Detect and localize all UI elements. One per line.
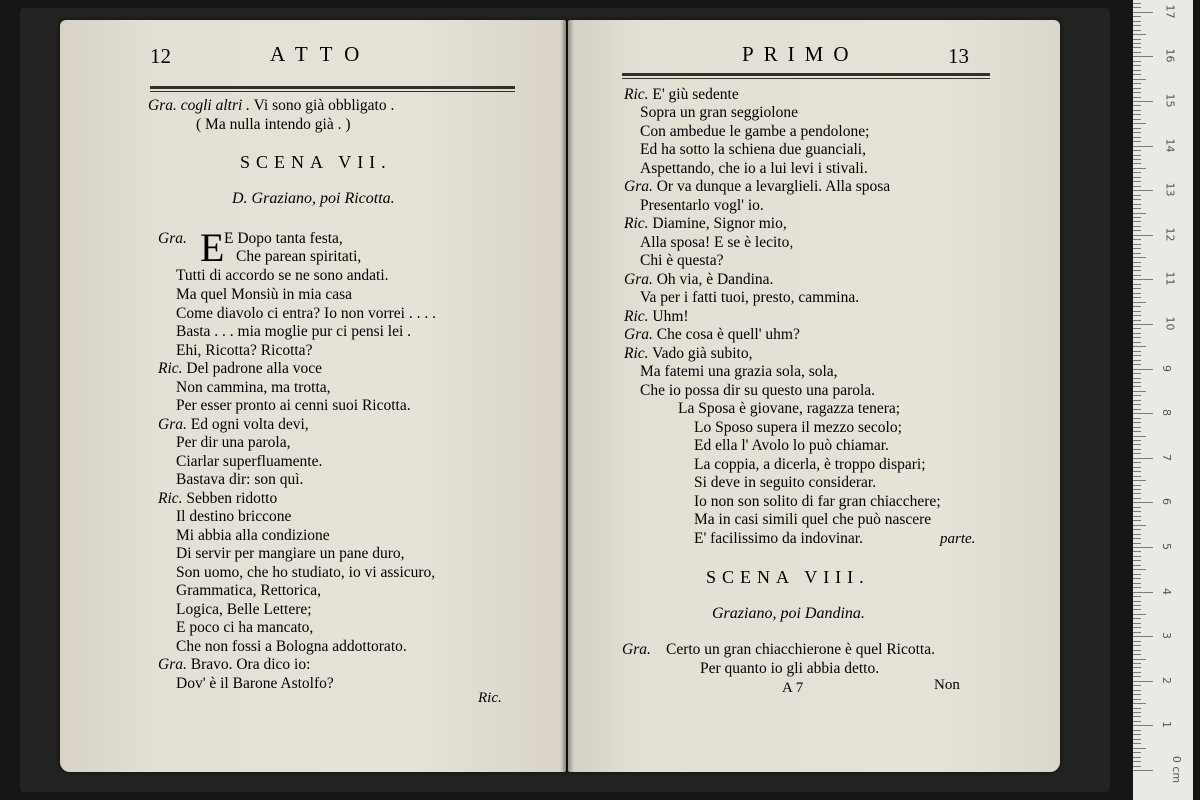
ruler-tick xyxy=(1133,351,1141,352)
ruler-tick xyxy=(1133,364,1141,365)
ruler-label: 16 xyxy=(1163,48,1177,63)
ruler-tick xyxy=(1133,404,1141,405)
ruler-tick xyxy=(1133,560,1141,561)
ruler-label: 9 xyxy=(1160,364,1173,372)
left-line-24: Grammatica, Rettorica, xyxy=(176,582,322,599)
ruler-tick xyxy=(1133,690,1141,691)
ruler-tick xyxy=(1133,748,1146,749)
ruler-tick xyxy=(1133,636,1153,637)
ruler-tick xyxy=(1133,128,1141,129)
ruler-tick xyxy=(1133,355,1141,356)
ruler-tick xyxy=(1133,150,1141,151)
left-head-rule xyxy=(150,86,515,89)
left-line-21: Mi abbia alla condizione xyxy=(176,527,330,544)
left-line-27: Che non fossi a Bologna addottorato. xyxy=(176,638,407,655)
ruler-tick xyxy=(1133,52,1141,53)
book-gutter xyxy=(560,20,574,772)
ruler-tick xyxy=(1133,137,1141,138)
right-line-9: Alla sposa! E se è lecito, xyxy=(640,234,794,251)
ruler-tick xyxy=(1133,386,1141,387)
right-line-5: Aspettando, che io a lui levi i stivali. xyxy=(640,160,868,177)
left-head-rule-thin xyxy=(150,91,515,92)
speaker-gra-viii: Gra. xyxy=(622,641,651,658)
ruler-label: 6 xyxy=(1160,498,1173,506)
ruler-label: 3 xyxy=(1160,632,1173,640)
left-line-16: Per dir una parola, xyxy=(176,434,291,451)
ruler-tick xyxy=(1133,21,1141,22)
ruler-tick xyxy=(1133,592,1153,593)
right-line-7: Presentarlo vogl' io. xyxy=(640,197,764,214)
ruler-tick xyxy=(1133,293,1141,294)
ruler-tick xyxy=(1133,43,1141,44)
left-line-12: Ric. Del padrone alla voce xyxy=(158,360,322,377)
right-line-25: E' facilissimo da indovinar. xyxy=(694,530,863,547)
ruler-tick xyxy=(1133,725,1153,726)
ruler-tick xyxy=(1133,520,1141,521)
left-catchword: Ric. xyxy=(478,690,502,706)
ruler-tick xyxy=(1133,663,1141,664)
ruler-label: 4 xyxy=(1160,587,1173,595)
ruler-tick xyxy=(1133,369,1153,370)
ruler-tick xyxy=(1133,204,1141,205)
ruler-tick xyxy=(1133,163,1141,164)
ruler-label: 8 xyxy=(1160,409,1173,417)
right-head-rule-thin xyxy=(622,78,990,79)
ruler-tick xyxy=(1133,543,1141,544)
ruler-tick xyxy=(1133,279,1153,280)
ruler-tick xyxy=(1133,146,1153,147)
ruler-tick xyxy=(1133,431,1141,432)
ruler-tick xyxy=(1133,123,1146,124)
ruler-tick xyxy=(1133,596,1141,597)
ruler-tick xyxy=(1133,226,1141,227)
ruler-tick xyxy=(1133,177,1141,178)
ruler-tick xyxy=(1133,467,1141,468)
ruler-tick xyxy=(1133,373,1141,374)
ruler-label: 13 xyxy=(1163,182,1177,197)
ruler-tick xyxy=(1133,623,1141,624)
ruler-tick xyxy=(1133,297,1141,298)
ruler-tick xyxy=(1133,70,1141,71)
ruler-tick xyxy=(1133,360,1141,361)
ruler-tick xyxy=(1133,275,1141,276)
ruler-tick xyxy=(1133,685,1141,686)
ruler-tick xyxy=(1133,79,1146,80)
ruler-tick xyxy=(1133,12,1153,13)
ruler-tick xyxy=(1133,752,1141,753)
right-line-28: Certo un gran chiacchierone è quel Ricotta. xyxy=(666,641,935,658)
dramatis-personae-vii: D. Graziano, poi Ricotta. xyxy=(232,190,395,207)
right-line-2: Sopra un gran seggiolone xyxy=(640,104,798,121)
right-line-21: La coppia, a dicerla, è troppo dispari; xyxy=(694,456,926,473)
ruler-label: 5 xyxy=(1160,543,1173,550)
left-line-1: Gra. cogli altri . Vi sono già obbligato . xyxy=(148,97,395,114)
ruler-tick xyxy=(1133,511,1141,512)
ruler-tick xyxy=(1133,342,1141,343)
left-line-25: Logica, Belle Lettere; xyxy=(176,601,312,618)
right-line-6: Gra. Or va dunque a levarglieli. Alla sposa xyxy=(624,178,891,195)
ruler-tick xyxy=(1133,556,1141,557)
ruler-label: 17 xyxy=(1163,4,1177,19)
ruler-tick xyxy=(1133,105,1141,106)
ruler-tick xyxy=(1133,632,1141,633)
ruler-tick xyxy=(1133,337,1141,338)
ruler-tick xyxy=(1133,409,1141,410)
right-catchword: Non xyxy=(934,677,960,693)
right-line-22: Si deve in seguito considerar. xyxy=(694,474,877,491)
ruler-tick xyxy=(1133,645,1141,646)
ruler-tick xyxy=(1133,538,1141,539)
ruler-tick xyxy=(1133,534,1141,535)
ruler-tick xyxy=(1133,694,1141,695)
ruler-tick xyxy=(1133,654,1141,655)
ruler-tick xyxy=(1133,667,1141,668)
ruler-tick xyxy=(1133,721,1141,722)
ruler-tick xyxy=(1133,284,1141,285)
ruler-tick xyxy=(1133,699,1141,700)
ruler-label: 11 xyxy=(1163,271,1177,286)
right-line-8: Ric. Diamine, Signor mio, xyxy=(624,215,787,232)
ruler-tick xyxy=(1133,427,1141,428)
ruler-tick xyxy=(1133,444,1141,445)
ruler-tick xyxy=(1133,288,1141,289)
ruler-tick xyxy=(1133,681,1153,682)
ruler-tick xyxy=(1133,213,1146,214)
ruler-tick xyxy=(1133,47,1141,48)
ruler-tick xyxy=(1133,378,1141,379)
ruler-tick xyxy=(1133,578,1141,579)
right-line-17: Che io possa dir su questo una parola. xyxy=(640,382,876,399)
ruler-tick xyxy=(1133,306,1141,307)
ruler-tick xyxy=(1133,155,1141,156)
speaker-gra: Gra. xyxy=(158,230,187,247)
ruler-tick xyxy=(1133,315,1141,316)
ruler-tick xyxy=(1133,230,1141,231)
ruler-label: 7 xyxy=(1160,453,1173,461)
ruler-tick xyxy=(1133,565,1141,566)
measuring-ruler xyxy=(1133,0,1193,800)
left-line-19: Ric. Sebben ridotto xyxy=(158,490,278,507)
ruler-tick xyxy=(1133,56,1153,57)
ruler-tick xyxy=(1133,244,1141,245)
right-line-14: Gra. Che cosa è quell' uhm? xyxy=(624,326,800,343)
right-line-11: Gra. Oh via, è Dandina. xyxy=(624,271,774,288)
ruler-tick xyxy=(1133,39,1141,40)
ruler-label: 1 xyxy=(1160,721,1173,729)
right-line-10: Chi è questa? xyxy=(640,252,724,269)
left-page-number: 12 xyxy=(150,44,171,68)
ruler-tick xyxy=(1133,190,1153,191)
ruler-tick xyxy=(1133,400,1141,401)
ruler-tick xyxy=(1133,333,1141,334)
ruler-tick xyxy=(1133,324,1153,325)
ruler-tick xyxy=(1133,262,1141,263)
right-line-15: Ric. Vado già subito, xyxy=(624,345,753,362)
ruler-tick xyxy=(1133,391,1146,392)
right-line-3: Con ambedue le gambe a pendolone; xyxy=(640,123,870,140)
left-line-14: Per esser pronto ai cenni suoi Ricotta. xyxy=(176,397,411,414)
ruler-tick xyxy=(1133,757,1141,758)
ruler-tick xyxy=(1133,743,1141,744)
ruler-tick xyxy=(1133,672,1141,673)
ruler-tick xyxy=(1133,181,1141,182)
left-line-2: ( Ma nulla intendo già . ) xyxy=(196,116,351,133)
ruler-tick xyxy=(1133,141,1141,142)
ruler-tick xyxy=(1133,253,1141,254)
ruler-tick xyxy=(1133,302,1146,303)
ruler-tick xyxy=(1133,199,1141,200)
ruler-tick xyxy=(1133,480,1146,481)
ruler-tick xyxy=(1133,119,1141,120)
ruler-tick xyxy=(1133,436,1146,437)
ruler-tick xyxy=(1133,547,1153,548)
ruler-tick xyxy=(1133,708,1141,709)
ruler-tick xyxy=(1133,114,1141,115)
ruler-tick xyxy=(1133,92,1141,93)
ruler-tick xyxy=(1133,30,1141,31)
ruler-tick xyxy=(1133,627,1141,628)
ruler-tick xyxy=(1133,601,1141,602)
ruler-tick xyxy=(1133,734,1141,735)
ruler-tick xyxy=(1133,739,1141,740)
left-line-7: Tutti di accordo se ne sono andati. xyxy=(176,267,389,284)
ruler-tick xyxy=(1133,462,1141,463)
ruler-tick xyxy=(1133,34,1146,35)
ruler-tick xyxy=(1133,7,1141,8)
right-running-head: PRIMO xyxy=(742,42,859,66)
ruler-tick xyxy=(1133,618,1141,619)
ruler-tick xyxy=(1133,471,1141,472)
ruler-tick xyxy=(1133,614,1146,615)
ruler-tick xyxy=(1133,418,1141,419)
ruler-tick xyxy=(1133,716,1141,717)
right-line-12: Va per i fatti tuoi, presto, cammina. xyxy=(640,289,860,306)
scene-heading-viii: SCENA VIII. xyxy=(706,567,870,587)
ruler-tick xyxy=(1133,235,1153,236)
ruler-tick xyxy=(1133,770,1153,771)
left-line-13: Non cammina, ma trotta, xyxy=(176,379,331,396)
ruler-tick xyxy=(1133,168,1146,169)
scene-heading-vii: SCENA VII. xyxy=(240,152,392,172)
right-line-20: Ed ella l' Avolo lo può chiamar. xyxy=(694,437,889,454)
right-line-19: Lo Sposo supera il mezzo secolo; xyxy=(694,419,902,436)
ruler-tick xyxy=(1133,476,1141,477)
ruler-tick xyxy=(1133,587,1141,588)
left-line-11: Ehi, Ricotta? Ricotta? xyxy=(176,342,313,359)
ruler-tick xyxy=(1133,730,1141,731)
dramatis-personae-viii: Graziano, poi Dandina. xyxy=(712,605,865,622)
ruler-tick xyxy=(1133,61,1141,62)
ruler-tick xyxy=(1133,97,1141,98)
dropcap-e: E xyxy=(200,225,225,270)
ruler-tick xyxy=(1133,16,1141,17)
left-line-17: Ciarlar superfluamente. xyxy=(176,453,323,470)
left-line-22: Di servir per mangiare un pane duro, xyxy=(176,545,405,562)
ruler-tick xyxy=(1133,761,1141,762)
left-line-9: Come diavolo ci entra? Io non vorrei . . . . xyxy=(176,305,436,322)
ruler-tick xyxy=(1133,516,1141,517)
ruler-tick xyxy=(1133,413,1153,414)
right-line-24: Ma in casi simili quel che può nascere xyxy=(694,511,932,528)
ruler-tick xyxy=(1133,609,1141,610)
ruler-tick xyxy=(1133,551,1141,552)
ruler-tick xyxy=(1133,195,1141,196)
ruler-tick xyxy=(1133,766,1141,767)
ruler-tick xyxy=(1133,172,1141,173)
left-line-29: Dov' è il Barone Astolfo? xyxy=(176,675,334,692)
left-line-6: Che parean spiritati, xyxy=(236,248,362,265)
ruler-tick xyxy=(1133,132,1141,133)
ruler-tick xyxy=(1133,248,1141,249)
right-line-18: La Sposa è giovane, ragazza tenera; xyxy=(678,400,901,417)
ruler-label: 0 cm xyxy=(1170,755,1184,784)
left-running-head: ATTO xyxy=(270,42,372,66)
ruler-tick xyxy=(1133,641,1141,642)
ruler-tick xyxy=(1133,485,1141,486)
left-line-10: Basta . . . mia moglie pur ci pensi lei . xyxy=(176,323,412,340)
ruler-tick xyxy=(1133,186,1141,187)
ruler-tick xyxy=(1133,101,1153,102)
ruler-tick xyxy=(1133,88,1141,89)
left-line-15: Gra. Ed ogni volta devi, xyxy=(158,416,309,433)
ruler-label: 12 xyxy=(1163,227,1177,242)
right-line-29: Per quanto io gli abbia detto. xyxy=(700,660,880,677)
ruler-tick xyxy=(1133,507,1141,508)
left-line-5: E Dopo tanta festa, xyxy=(224,230,343,247)
ruler-tick xyxy=(1133,458,1153,459)
left-line-26: E poco ci ha mancato, xyxy=(176,619,314,636)
ruler-tick xyxy=(1133,605,1141,606)
ruler-tick xyxy=(1133,489,1141,490)
ruler-tick xyxy=(1133,440,1141,441)
ruler-label: 2 xyxy=(1160,676,1173,684)
ruler-tick xyxy=(1133,83,1141,84)
ruler-label: 15 xyxy=(1163,93,1177,108)
left-line-23: Son uomo, che ho studiato, io vi assicuro, xyxy=(176,564,436,581)
ruler-tick xyxy=(1133,311,1141,312)
left-line-8: Ma quel Monsiù in mia casa xyxy=(176,286,353,303)
ruler-tick xyxy=(1133,525,1146,526)
ruler-tick xyxy=(1133,395,1141,396)
ruler-tick xyxy=(1133,320,1141,321)
ruler-tick xyxy=(1133,3,1141,4)
ruler-tick xyxy=(1133,239,1141,240)
exit-direction: parte. xyxy=(940,531,976,547)
ruler-tick xyxy=(1133,74,1141,75)
left-line-20: Il destino briccone xyxy=(176,508,292,525)
ruler-tick xyxy=(1133,569,1146,570)
ruler-tick xyxy=(1133,382,1141,383)
ruler-tick xyxy=(1133,110,1141,111)
ruler-tick xyxy=(1133,493,1141,494)
ruler-tick xyxy=(1133,703,1146,704)
ruler-tick xyxy=(1133,449,1141,450)
ruler-tick xyxy=(1133,498,1141,499)
ruler-tick xyxy=(1133,270,1141,271)
ruler-label: 10 xyxy=(1163,316,1177,331)
signature-mark: A 7 xyxy=(782,680,804,696)
right-line-16: Ma fatemi una grazia sola, sola, xyxy=(640,363,838,380)
right-page-number: 13 xyxy=(948,44,969,68)
ruler-tick xyxy=(1133,65,1141,66)
ruler-tick xyxy=(1133,422,1141,423)
ruler-tick xyxy=(1133,676,1141,677)
ruler-tick xyxy=(1133,257,1146,258)
ruler-tick xyxy=(1133,221,1141,222)
ruler-tick xyxy=(1133,159,1141,160)
ruler-tick xyxy=(1133,328,1141,329)
right-head-rule xyxy=(622,73,990,76)
right-line-13: Ric. Uhm! xyxy=(624,308,689,325)
ruler-label: 14 xyxy=(1163,138,1177,153)
ruler-tick xyxy=(1133,712,1141,713)
ruler-tick xyxy=(1133,574,1141,575)
ruler-tick xyxy=(1133,453,1141,454)
right-line-4: Ed ha sotto la schiena due guanciali, xyxy=(640,141,866,158)
ruler-tick xyxy=(1133,25,1141,26)
ruler-tick xyxy=(1133,659,1146,660)
right-line-1: Ric. E' giù sedente xyxy=(624,86,739,103)
ruler-tick xyxy=(1133,208,1141,209)
left-line-28: Gra. Bravo. Ora dico io: xyxy=(158,656,311,673)
ruler-tick xyxy=(1133,346,1146,347)
left-line-18: Bastava dir: son quì. xyxy=(176,471,304,488)
ruler-tick xyxy=(1133,583,1141,584)
ruler-tick xyxy=(1133,266,1141,267)
ruler-tick xyxy=(1133,217,1141,218)
ruler-tick xyxy=(1133,502,1153,503)
ruler-tick xyxy=(1133,529,1141,530)
ruler-tick xyxy=(1133,650,1141,651)
right-line-23: Io non son solito di far gran chiacchere; xyxy=(694,493,941,510)
